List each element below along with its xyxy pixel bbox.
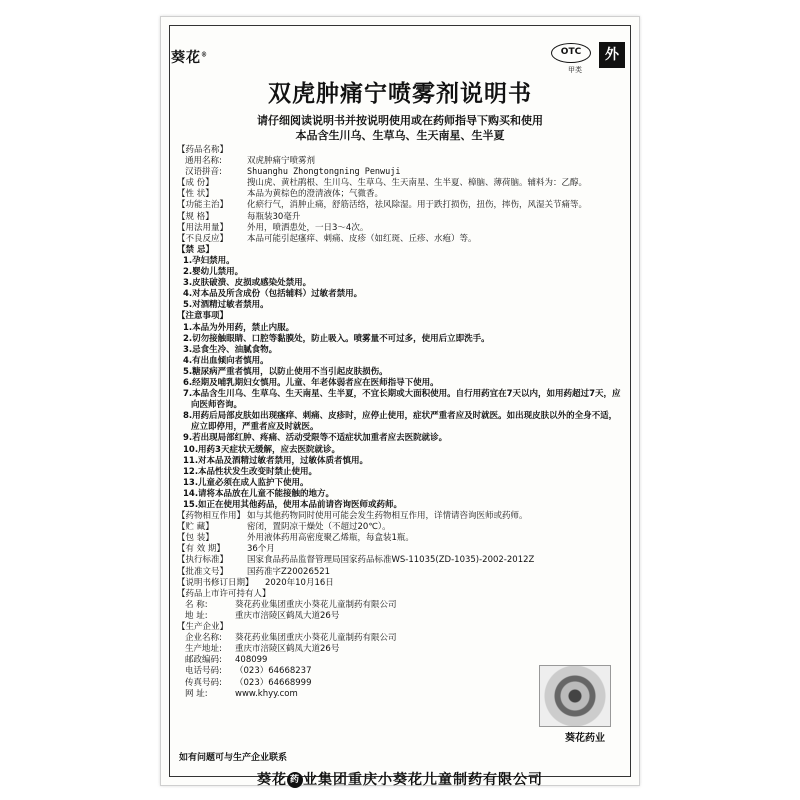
spec-label: 【规 格】 <box>177 211 214 222</box>
contra-item: 1.孕妇禁用。 <box>183 255 235 266</box>
approval-label: 【批准文号】 <box>177 566 229 577</box>
maker-addr-value: 重庆市涪陵区鹤凤大道26号 <box>235 644 340 655</box>
holder-name-label: 名 称: <box>185 599 208 610</box>
common-name-value: 双虎肿痛宁喷雾剂 <box>247 156 316 167</box>
notes-header-row <box>177 311 625 322</box>
usage-value: 外用，喷洒患处，一日3～4次。 <box>247 222 369 233</box>
brand-name: 葵花 <box>171 50 201 66</box>
character-label: 【性 状】 <box>177 189 214 200</box>
interaction-row <box>177 511 625 522</box>
maker-name-label: 企业名称: <box>185 633 222 644</box>
footer-pharma-mark-icon: 药 <box>287 772 303 788</box>
note-item: 11.对本品及酒精过敏者禁用，过敏体质者慎用。 <box>183 455 369 466</box>
document-title: 双虎肿痛宁喷雾剂说明书 <box>268 81 532 107</box>
common-name-label: 通用名称: <box>185 156 222 167</box>
maker-addr-row <box>177 644 625 655</box>
phone-label: 电话号码: <box>185 666 222 677</box>
validity-value: 36个月 <box>247 544 275 555</box>
fax-label: 传真号码: <box>185 677 222 688</box>
contra-item: 5.对酒精过敏者禁用。 <box>183 300 269 311</box>
function-value: 化瘀行气，消肿止痛，舒筋活络，祛风除湿。用于跌打损伤，扭伤，摔伤，风湿关节痛等。 <box>247 200 588 211</box>
revision-value: 2020年10月16日 <box>265 577 334 588</box>
pinyin-value: Shuanghu Zhongtongning Penwuji <box>247 167 401 178</box>
spec-value: 每瓶装30毫升 <box>247 211 301 222</box>
package-value: 外用液体药用高密度聚乙烯瓶，每盒装1瓶。 <box>247 533 414 544</box>
holder-addr-value: 重庆市涪陵区鹤凤大道26号 <box>235 610 340 621</box>
otc-badge: OTC <box>551 43 591 63</box>
postcode-value: 408099 <box>235 655 268 666</box>
spec-row <box>177 212 625 223</box>
notes-label: 【注意事项】 <box>177 311 229 322</box>
note-item: 2.切勿接触眼睛、口腔等黏膜处，防止吸入。喷雾量不可过多，使用后立即洗手。 <box>183 333 490 344</box>
otc-class-label: 甲类 <box>568 66 582 74</box>
storage-label: 【贮 藏】 <box>177 522 214 533</box>
note-item: 3.忌食生冷、油腻食物。 <box>183 344 278 355</box>
footer-company-name: 业集团重庆小葵花儿童制药有限公司 <box>303 772 543 788</box>
note-item: 5.糖尿病严重者慎用，以防止使用不当引起皮肤损伤。 <box>183 366 388 377</box>
web-value: www.khyy.com <box>235 688 298 699</box>
contact-note: 如有问题可与生产企业联系 <box>179 753 288 763</box>
character-row <box>177 189 625 200</box>
function-row <box>177 200 625 211</box>
maker-label: 【生产企业】 <box>177 622 229 633</box>
maker-name-row <box>177 633 625 644</box>
character-value: 本品为黄棕色的澄清液体；气微香。 <box>247 189 384 200</box>
note-item: 6.经期及哺乳期妇女慎用。儿童、年老体弱者应在医师指导下使用。 <box>183 377 439 388</box>
sunflower-seal-icon <box>539 665 611 727</box>
contra-item: 3.皮肤破溃、皮损或感染处禁用。 <box>183 278 312 289</box>
contra-header-row <box>177 245 625 256</box>
approval-row <box>177 567 625 578</box>
name-header: 【药品名称】 <box>177 145 229 155</box>
adverse-value: 本品可能引起瘙痒、刺痛、皮疹（如红斑、丘疹、水疱）等。 <box>247 233 477 244</box>
name-section <box>177 145 625 156</box>
holder-name-value: 葵花药业集团重庆小葵花儿童制药有限公司 <box>235 599 397 610</box>
package-row <box>177 533 625 544</box>
interaction-value: 如与其他药物同时使用可能会发生药物相互作用，详情请咨询医师或药师。 <box>247 511 528 522</box>
ingredients-row <box>177 178 625 189</box>
subtitle-instruction: 请仔细阅读说明书并按说明使用或在药师指导下购买和使用 <box>257 114 543 127</box>
revision-row <box>177 578 625 589</box>
approval-value: 国药准字Z20026521 <box>247 566 331 577</box>
leaflet-sheet <box>160 16 640 786</box>
common-name-row <box>177 156 625 167</box>
note-item: 1.本品为外用药，禁止内服。 <box>183 322 295 333</box>
standard-label: 【执行标准】 <box>177 555 229 566</box>
pinyin-row <box>177 167 625 178</box>
validity-label: 【有 效 期】 <box>177 544 225 555</box>
holder-addr-row <box>177 611 625 622</box>
seal-brand-text: 葵花药业 <box>565 733 605 744</box>
note-item: 8.用药后局部皮肤如出现瘙痒、刺痛、皮疹时，应停止使用，症状严重者应及时就医。如出现皮肤以外的全身不适，应立即停用，严重者应及时就医。 <box>183 411 618 433</box>
brand-logo <box>171 47 208 67</box>
interaction-label: 【药物相互作用】 <box>177 511 246 522</box>
contra-item: 4.对本品及所含成份（包括辅料）过敏者禁用。 <box>183 289 363 300</box>
adverse-label: 【不良反应】 <box>177 233 229 244</box>
revision-label: 【说明书修订日期】 <box>177 577 254 588</box>
brand-reg-mark: ® <box>201 51 208 59</box>
adverse-row <box>177 234 625 245</box>
note-item: 14.请将本品放在儿童不能接触的地方。 <box>183 488 335 499</box>
note-item: 10.用药3天症状无缓解，应去医院就诊。 <box>183 444 340 455</box>
note-item: 9.若出现局部红肿、疼痛、活动受限等不适症状加重者应去医院就诊。 <box>183 433 448 444</box>
function-label: 【功能主治】 <box>177 200 229 211</box>
fax-value: （023）64668999 <box>235 677 312 688</box>
storage-row <box>177 522 625 533</box>
maker-header-row <box>177 622 625 633</box>
contra-item: 2.婴幼儿禁用。 <box>183 267 244 278</box>
usage-label: 【用法用量】 <box>177 222 229 233</box>
note-item: 7.本品含生川乌、生草乌、生天南星、生半夏，不宜长期或大面积使用。自行用药宜在7天以内，如用药超过7天，应向医师咨询。 <box>183 389 621 411</box>
maker-addr-label: 生产地址: <box>185 644 222 655</box>
external-use-badge: 外 <box>599 42 625 68</box>
phone-value: （023）64668237 <box>235 666 312 677</box>
holder-addr-label: 地 址: <box>185 610 208 621</box>
web-label: 网 址: <box>185 688 208 699</box>
note-item: 12.本品性状发生改变时禁止使用。 <box>183 466 318 477</box>
storage-value: 密闭，置阴凉干燥处（不超过20℃）。 <box>247 522 391 533</box>
usage-row <box>177 223 625 234</box>
standard-row <box>177 555 625 566</box>
footer-company <box>161 769 639 789</box>
holder-label: 【药品上市许可持有人】 <box>177 588 271 599</box>
holder-name-row <box>177 600 625 611</box>
holder-header-row <box>177 589 625 600</box>
pinyin-label: 汉语拼音: <box>185 167 222 178</box>
subtitle-ingredients-warning: 本品含生川乌、生草乌、生天南星、生半夏 <box>295 129 505 142</box>
validity-row <box>177 544 625 555</box>
postcode-label: 邮政编码: <box>185 655 222 666</box>
ingredients-value: 搜山虎、黄杜鹃根、生川乌、生草乌、生天南星、生半夏、樟脑、薄荷脑。辅料为：乙醇。 <box>247 178 588 189</box>
package-label: 【包 装】 <box>177 533 214 544</box>
maker-name-value: 葵花药业集团重庆小葵花儿童制药有限公司 <box>235 633 397 644</box>
note-item: 15.如正在使用其他药品，使用本品前请咨询医师或药师。 <box>183 500 403 510</box>
contra-label: 【禁 忌】 <box>177 244 214 255</box>
standard-value: 国家食品药品监督管理局国家药品标准WS-11035(ZD-1035)-2002-2012Z <box>247 555 535 566</box>
note-item: 4.有出血倾向者慎用。 <box>183 355 269 366</box>
leaflet-body <box>177 145 625 700</box>
ingredients-label: 【成 份】 <box>177 178 214 189</box>
footer-brand: 葵花 <box>257 772 287 788</box>
note-item: 13.儿童必须在成人监护下使用。 <box>183 477 309 488</box>
